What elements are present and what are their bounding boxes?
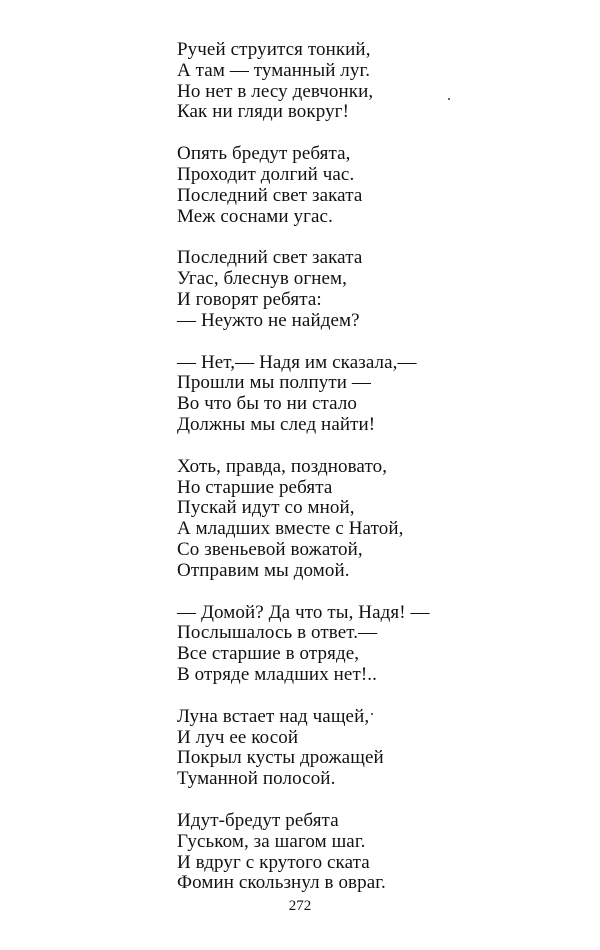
stanza xyxy=(177,248,577,331)
stanza xyxy=(177,457,577,582)
poem-line: Должны мы след найти! xyxy=(177,413,376,435)
poem-line: Фомин скользнул в овраг. xyxy=(177,872,386,894)
poem-line: Пускай идут со мной, xyxy=(177,497,355,519)
stanza xyxy=(177,603,577,686)
poem-line: Туманной полосой. xyxy=(177,768,336,790)
poem-line: Все старшие в отряде, xyxy=(177,643,360,665)
scan-speck xyxy=(371,713,373,715)
poem-line: Гуськом, за шагом шаг. xyxy=(177,830,366,852)
poem-line: — Нет,— Надя им сказала,— xyxy=(177,351,417,373)
poem-line: Луна встает над чащей, xyxy=(177,705,370,727)
poem-line: Хоть, правда, поздновато, xyxy=(177,455,388,477)
poem-line: Отправим мы домой. xyxy=(177,559,350,581)
poem-line: — Домой? Да что ты, Надя! — xyxy=(177,601,430,623)
scan-speck xyxy=(448,98,450,100)
poem-line: Покрыл кусты дрожащей xyxy=(177,747,384,769)
poem-line: Как ни гляди вокруг! xyxy=(177,101,349,123)
poem-line: Опять бредут ребята, xyxy=(177,143,351,165)
stanza xyxy=(177,144,577,227)
stanza xyxy=(177,707,577,790)
poem-text xyxy=(177,40,577,915)
poem-line: — Неужто не найдем? xyxy=(177,309,360,331)
poem-line: Послышалось в ответ.— xyxy=(177,622,378,644)
poem-line: Но нет в лесу девчонки, xyxy=(177,80,374,102)
poem-line: Проходит долгий час. xyxy=(177,163,355,185)
poem-line: Но старшие ребята xyxy=(177,476,333,498)
stanza xyxy=(177,40,577,123)
poem-line: И говорят ребята: xyxy=(177,288,322,310)
poem-line: И вдруг с крутого ската xyxy=(177,851,370,873)
poem-line: Прошли мы полпути — xyxy=(177,372,371,394)
poem-line: Меж соснами угас. xyxy=(177,205,333,227)
stanza xyxy=(177,353,577,436)
poem-line: И луч ее косой xyxy=(177,726,299,748)
page-number: 272 xyxy=(288,898,312,914)
poem-line: Идут-бредут ребята xyxy=(177,809,339,831)
poem-line: В отряде младших нет!.. xyxy=(177,663,377,685)
poem-line: А там — туманный луг. xyxy=(177,59,371,81)
stanza xyxy=(177,811,577,894)
poem-line: Последний свет заката xyxy=(177,247,363,269)
poem-line: А младших вместе с Натой, xyxy=(177,518,404,540)
poem-line: Со звеньевой вожатой, xyxy=(177,538,363,560)
poem-line: Во что бы то ни стало xyxy=(177,393,358,415)
poem-line: Угас, блеснув огнем, xyxy=(177,268,348,290)
poem-line: Ручей струится тонкий, xyxy=(177,39,371,60)
poem-line: Последний свет заката xyxy=(177,184,363,206)
